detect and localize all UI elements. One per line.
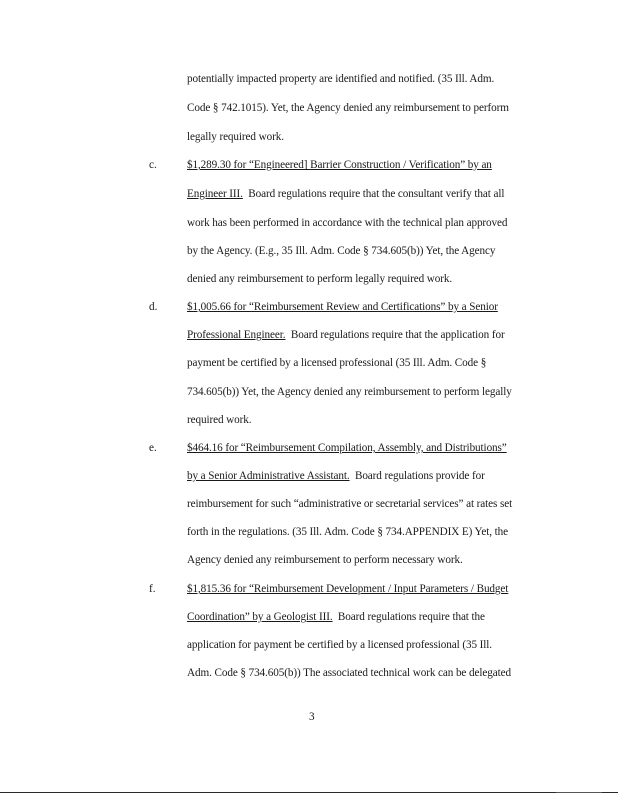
body-text-line: forth in the regulations. (35 Ill. Adm. Code § 734.APPENDIX E) Yet, the [187,526,509,538]
item-f-line2-text: Board regulations require that the [332,611,485,623]
item-f-line2 [187,610,485,624]
page-number: 3 [309,711,315,723]
list-marker-f: f. [149,583,156,595]
item-f-heading-end: Coordination” by a Geologist III. [187,611,333,623]
list-marker-e: e. [149,442,157,454]
list-marker-c: c. [149,159,157,171]
item-c-heading: $1,289.30 for “Engineered] Barrier Construction / Verification” by an [187,159,492,171]
item-c-line2-text: Board regulations require that the consultant verify that all [242,188,505,200]
body-text-line: reimbursement for such “administrative or secretarial services” at rates set [187,498,513,510]
list-marker-d: d. [149,301,158,313]
bottom-edge-rule [0,792,618,793]
item-e-line2 [187,469,485,483]
body-text-line: 734.605(b)) Yet, the Agency denied any reimbursement to perform legally [187,386,512,398]
item-c-heading-end: Engineer III. [187,188,243,200]
item-e-heading-end: by a Senior Administrative Assistant. [187,470,350,482]
item-d-line2 [187,328,505,342]
body-text-line: application for payment be certified by a licensed professional (35 Ill. [187,639,493,651]
body-text-line: Agency denied any reimbursement to perform necessary work. [187,554,463,566]
item-e-line2-text: Board regulations provide for [349,470,485,482]
item-c-line2 [187,187,504,201]
body-text-line: required work. [187,414,252,426]
item-d-heading-end: Professional Engineer. [187,329,286,341]
body-text-line: denied any reimbursement to perform legally required work. [187,273,453,285]
body-text-line: payment be certified by a licensed professional (35 Ill. Adm. Code § [187,357,487,369]
body-text-line: legally required work. [187,131,284,143]
item-d-heading: $1,005.66 for “Reimbursement Review and Certifications” by a Senior [187,301,498,313]
body-text-line: Code § 742.1015). Yet, the Agency denied any reimbursement to perform [187,102,509,114]
item-f-heading: $1,815.36 for “Reimbursement Development / Input Parameters / Budget [187,583,509,595]
body-text-line: by the Agency. (E.g., 35 Ill. Adm. Code § 734.605(b)) Yet, the Agency [187,245,496,257]
body-text-line: potentially impacted property are identified and notified. (35 Ill. Adm. [187,73,495,85]
item-e-heading: $464.16 for “Reimbursement Compilation, Assembly, and Distributions” [187,442,507,454]
body-text-line: Adm. Code § 734.605(b)) The associated technical work can be delegated [187,667,511,679]
item-d-line2-text: Board regulations require that the application for [285,329,505,341]
body-text-line: work has been performed in accordance with the technical plan approved [187,217,508,229]
scan-edge-mark [556,792,602,793]
